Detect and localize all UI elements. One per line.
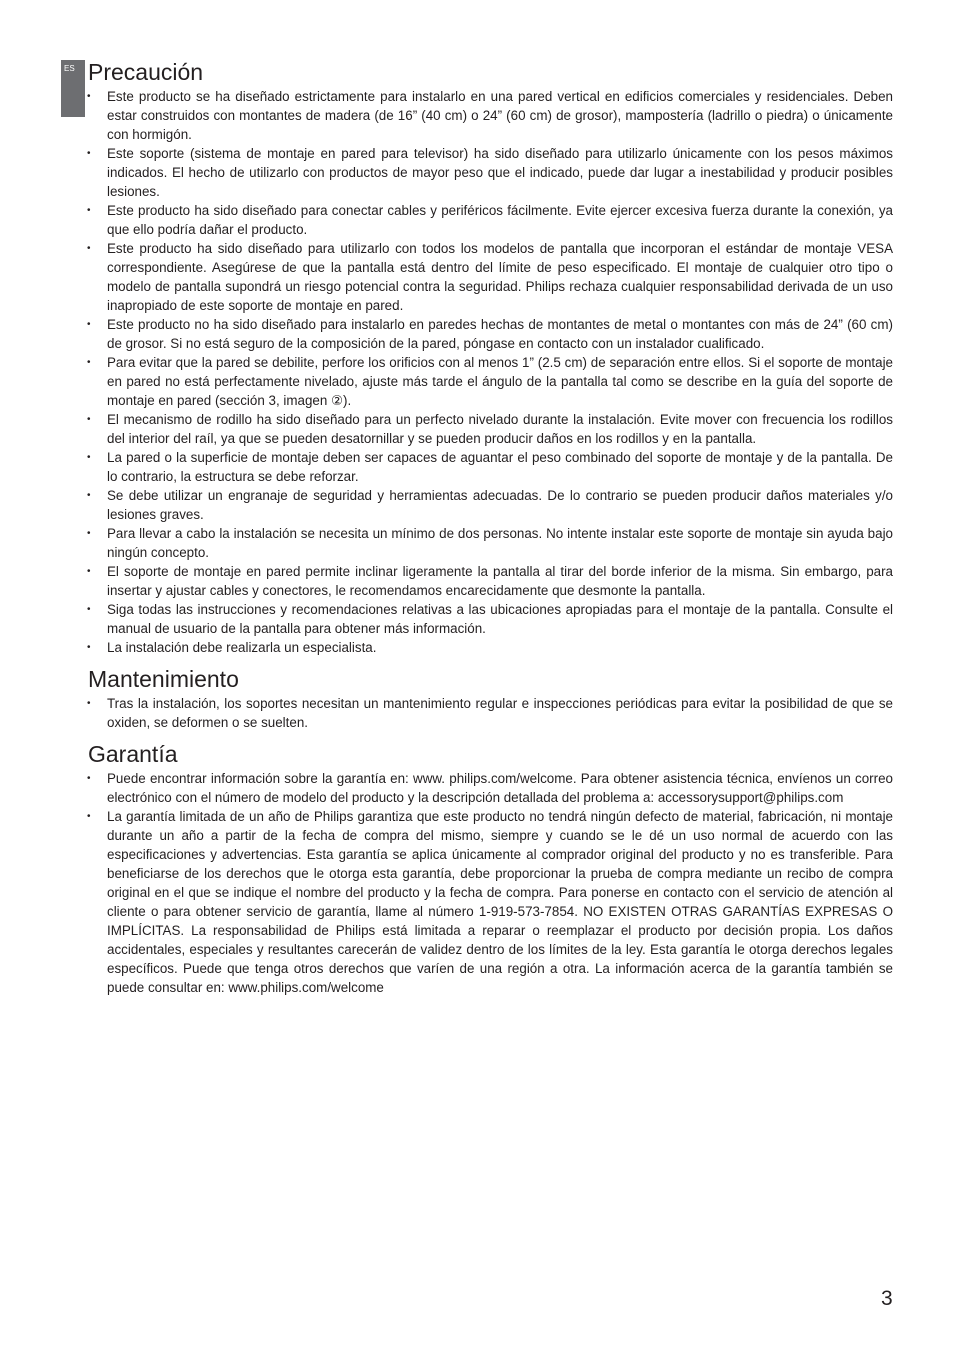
list-item: • La garantía limitada de un año de Philips garantiza que este producto no tendrá ningún defecto de material, fabricación, ni montaje durante un año a partir de la fecha de compra del mismo, siempre y cuando se le dé un uso normal de acuerdo con las especificaciones y advertencias. Esta garantía se aplica únicamente al comprador original del producto y no es transferible. Para beneficiarse de los derechos que le otorga esta garantía, debe proporcionar la prueba de compra mediante un recibo de compra original en el que se indique el nombre del producto y la fecha de compra. Para ponerse en contacto con el servicio de atención al cliente o para obtener servicio de garantía, llame al número 1-919-573-7854. NO EXISTEN OTRAS GARANTÍAS EXPRESAS O IMPLÍCITAS. La responsabilidad de Philips está limitada a reparar o reemplazar el producto por decisión propia. Los daños accidentales, especiales y resultantes carecerán de validez dentro de los límites de la ley. Esta garantía le otorga derechos legales específicos. Puede que tenga otros derechos que varíen de una región a otra. La información acerca de la garantía también se puede consultar en: www.philips.com/welcome [87,809,893,995]
section-title-precaucion: Precaución [88,59,204,85]
list-item-text: Para evitar que la pared se debilite, perfore los orificios con al menos 1” (2.5 cm) de separación entre ellos. Si el soporte de montaje en pared no está perfectamente nivelado, ajuste más tarde el ángulo de la pantalla tal como se describe en la guía del soporte de montaje en pared (sección 3, imagen ②). [107,355,893,408]
list-item: • La pared o la superficie de montaje deben ser capaces de aguantar el peso combinado del soporte de montaje y de la pantalla. De lo contrario, la estructura se debe reforzar. [87,450,893,484]
list-item-text: Puede encontrar información sobre la garantía en: www. philips.com/welcome. Para obtener asistencia técnica, envíenos un correo electrónico con el número de modelo del producto y la descripción detallada del problema a: accessorysupport@philips.com [107,771,893,805]
list-item-text: El soporte de montaje en pared permite inclinar ligeramente la pantalla al tirar del borde inferior de la misma. Sin embargo, para insertar y ajustar cables y conectores, le recomendamos encarecidamente que desmonte la pantalla. [107,564,893,598]
list-item: • Este producto se ha diseñado estrictamente para instalarlo en una pared vertical en edificios comerciales y residenciales. Deben estar construidos con montantes de madera (de 16” (40 cm) o 24” (60 cm) de grosor), mampostería (ladrillo o piedra) o únicamente con hormigón. [87,89,893,142]
list-item: • La instalación debe realizarla un especialista. [87,640,377,655]
list-item: • Tras la instalación, los soportes necesitan un mantenimiento regular e inspecciones periódicas para evitar la posibilidad de que se oxiden, se deformen o se suelten. [87,696,893,730]
list-item: • Siga todas las instrucciones y recomendaciones relativas a las ubicaciones apropiadas para el montaje de la pantalla. Consulte el manual de usuario de la pantalla para obtener más información. [87,602,893,636]
page-number: 3 [881,1287,893,1310]
mantenimiento-list [88,694,893,732]
list-item: • El soporte de montaje en pared permite inclinar ligeramente la pantalla al tirar del borde inferior de la misma. Sin embargo, para insertar y ajustar cables y conectores, le recomendamos encarecidamente que desmonte la pantalla. [87,564,893,598]
list-item-text: La garantía limitada de un año de Philips garantiza que este producto no tendrá ningún defecto de material, fabricación, ni montaje durante un año a partir de la fecha de compra del mismo, siempre y cuando se le dé un uso normal de acuerdo con las especificaciones y advertencias. Esta garantía se aplica únicamente al comprador original del producto y no es transferible. Para beneficiarse de los derechos que le otorga esta garantía, debe proporcionar la prueba de compra mediante un recibo de compra original en el que se indique el nombre del producto y la fecha de compra. Para ponerse en contacto con el servicio de atención al cliente o para obtener servicio de garantía, llame al número 1-919-573-7854. NO EXISTEN OTRAS GARANTÍAS EXPRESAS O IMPLÍCITAS. La responsabilidad de Philips está limitada a reparar o reemplazar el producto por decisión propia. Los daños accidentales, especiales y resultantes carecerán de validez dentro de los límites de la ley. Esta garantía le otorga derechos legales específicos. Puede que tenga otros derechos que varíen de una región a otra. La información acerca de la garantía también se puede consultar en: www.philips.com/welcome [107,809,893,995]
list-item-text: Este producto no ha sido diseñado para instalarlo en paredes hechas de montantes de metal o montantes con más de 24” (60 cm) de grosor. Si no está seguro de la composición de la pared, póngase en contacto con un instalador cualificado. [107,317,893,351]
list-item: • Se debe utilizar un engranaje de seguridad y herramientas adecuadas. De lo contrario se pueden producir daños materiales y/o lesiones graves. [87,488,893,522]
precaucion-list [88,87,893,657]
list-item: • Puede encontrar información sobre la garantía en: www. philips.com/welcome. Para obtener asistencia técnica, envíenos un correo electrónico con el número de modelo del producto y la descripción detallada del problema a: accessorysupport@philips.com [87,771,893,805]
list-item-text: Se debe utilizar un engranaje de seguridad y herramientas adecuadas. De lo contrario se pueden producir daños materiales y/o lesiones graves. [107,488,893,522]
list-item-text: Este producto se ha diseñado estrictamente para instalarlo en una pared vertical en edificios comerciales y residenciales. Deben estar construidos con montantes de madera (de 16” (40 cm) o 24” (60 cm) de grosor), mampostería (ladrillo o piedra) o únicamente con hormigón. [107,89,893,142]
list-item: • Este producto ha sido diseñado para conectar cables y periféricos fácilmente. Evite ejercer excesiva fuerza durante la conexión, ya que ello podría dañar el producto. [87,203,893,237]
list-item: • Este producto no ha sido diseñado para instalarlo en paredes hechas de montantes de metal o montantes con más de 24” (60 cm) de grosor. Si no está seguro de la composición de la pared, póngase en contacto con un instalador cualificado. [87,317,893,351]
list-item-text: El mecanismo de rodillo ha sido diseñado para un perfecto nivelado durante la instalación. Evite mover con frecuencia los rodillos del interior del raíl, ya que se pueden desatornillar y se pueden producir daños en los rodillos y en la pantalla. [107,412,893,446]
list-item: • El mecanismo de rodillo ha sido diseñado para un perfecto nivelado durante la instalación. Evite mover con frecuencia los rodillos del interior del raíl, ya que se pueden desatornillar y se pueden producir daños en los rodillos y en la pantalla. [87,412,893,446]
section-title-mantenimiento: Mantenimiento [88,666,239,692]
list-item-text: Este producto ha sido diseñado para conectar cables y periféricos fácilmente. Evite ejercer excesiva fuerza durante la conexión, ya que ello podría dañar el producto. [107,203,893,237]
section-title-garantia: Garantía [88,741,178,767]
document-body [88,58,893,997]
garantia-list [88,769,893,997]
list-item: • Para llevar a cabo la instalación se necesita un mínimo de dos personas. No intente instalar este soporte de montaje sin ayuda bajo ningún concepto. [87,526,893,560]
language-code: ES [64,64,75,73]
list-item-text: Tras la instalación, los soportes necesitan un mantenimiento regular e inspecciones periódicas para evitar la posibilidad de que se oxiden, se deformen o se suelten. [107,696,893,730]
list-item: • Para evitar que la pared se debilite, perfore los orificios con al menos 1” (2.5 cm) de separación entre ellos. Si el soporte de montaje en pared no está perfectamente nivelado, ajuste más tarde el ángulo de la pantalla tal como se describe en la guía del soporte de montaje en pared (sección 3, imagen ②). [87,355,893,408]
list-item-text: Este producto ha sido diseñado para utilizarlo con todos los modelos de pantalla que incorporan el estándar de montaje VESA correspondiente. Asegúrese de que la pantalla está dentro del límite de peso especificado. El montaje de cualquier otro tipo o modelo de pantalla supondrá un riesgo potencial contra la seguridad. Philips rechaza cualquier responsabilidad derivada de un uso inapropiado de este soporte de montaje en pared. [107,241,893,313]
list-item: • Este soporte (sistema de montaje en pared para televisor) ha sido diseñado para utilizarlo únicamente con los pesos máximos indicados. El hecho de utilizarlo con productos de mayor peso que el indicado, puede dar lugar a inestabilidad y producir posibles lesiones. [87,146,893,199]
list-item-text: Siga todas las instrucciones y recomendaciones relativas a las ubicaciones apropiadas para el montaje de la pantalla. Consulte el manual de usuario de la pantalla para obtener más información. [107,602,893,636]
list-item-text: La instalación debe realizarla un especialista. [107,640,377,655]
list-item-text: La pared o la superficie de montaje deben ser capaces de aguantar el peso combinado del soporte de montaje y de la pantalla. De lo contrario, la estructura se debe reforzar. [107,450,893,484]
language-tab [61,60,85,117]
list-item: • Este producto ha sido diseñado para utilizarlo con todos los modelos de pantalla que incorporan el estándar de montaje VESA correspondiente. Asegúrese de que la pantalla está dentro del límite de peso especificado. El montaje de cualquier otro tipo o modelo de pantalla supondrá un riesgo potencial contra la seguridad. Philips rechaza cualquier responsabilidad derivada de un uso inapropiado de este soporte de montaje en pared. [87,241,893,313]
list-item-text: Este soporte (sistema de montaje en pared para televisor) ha sido diseñado para utilizarlo únicamente con los pesos máximos indicados. El hecho de utilizarlo con productos de mayor peso que el indicado, puede dar lugar a inestabilidad y producir posibles lesiones. [107,146,893,199]
list-item-text: Para llevar a cabo la instalación se necesita un mínimo de dos personas. No intente instalar este soporte de montaje sin ayuda bajo ningún concepto. [107,526,893,560]
